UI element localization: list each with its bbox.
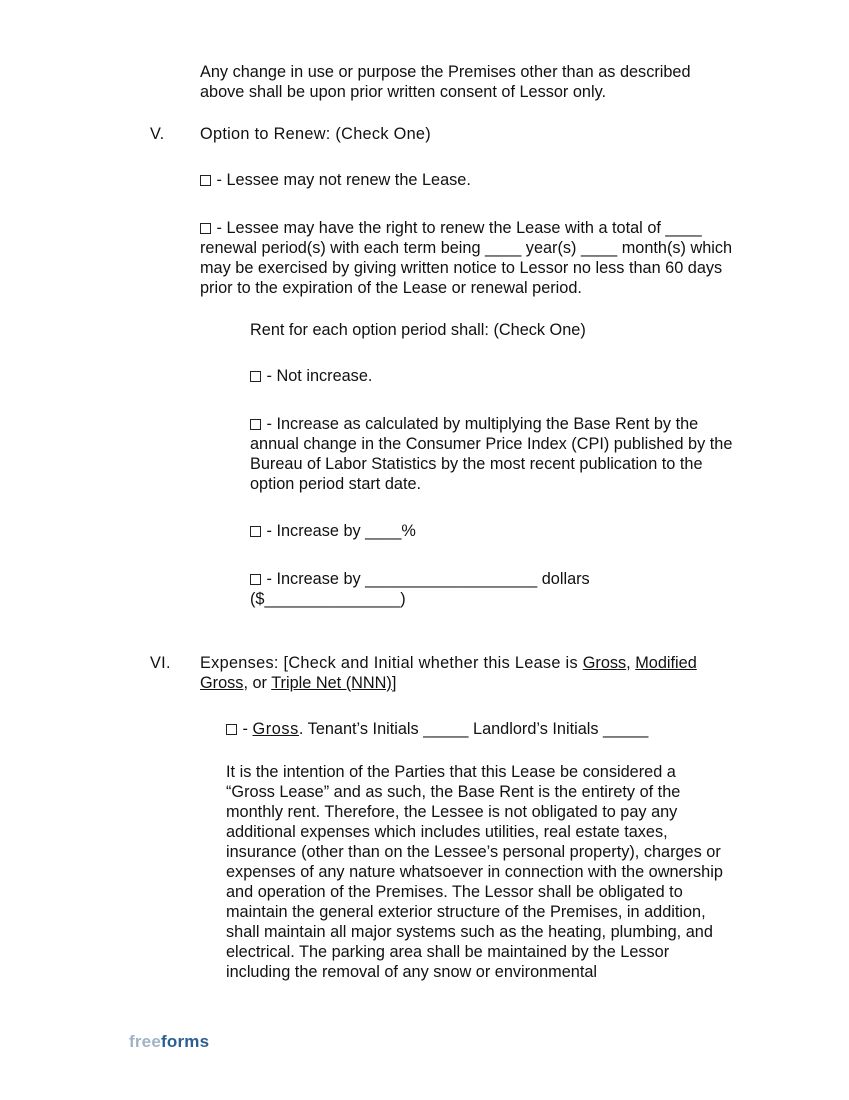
gross-option-label: Gross [252, 720, 299, 738]
section-v-number: V. [150, 125, 165, 143]
freeforms-logo: freeforms [129, 1032, 210, 1051]
rent-opt-dollars-label: - Increase by ___________________ dollars ($_______________) [250, 570, 590, 608]
rent-opt-dollars [250, 569, 610, 609]
option-no-renew-label: - Lessee may not renew the Lease. [216, 171, 471, 189]
link-triple-net: Triple Net (NNN) [271, 674, 392, 692]
rent-title: Rent for each option period shall: (Check One) [250, 321, 586, 339]
rent-opt-not-increase-label: - Not increase. [266, 367, 373, 385]
rent-opt-cpi-label: - Increase as calculated by multiplying the Base Rent by the annual change in the Consumer Price Index (CPI) published by the Bureau of Labor Statistics by the most recent publication to the option period start date. [250, 415, 733, 493]
section-v-title: Option to Renew: (Check One) [200, 125, 432, 143]
checkbox-cpi[interactable] [250, 419, 261, 430]
section-vi-title: Expenses: [Check and Initial whether this Lease is Gross, Modified Gross, or Triple Net (NNN)] [200, 654, 697, 692]
checkbox-gross[interactable] [226, 724, 237, 735]
checkbox-not-increase[interactable] [250, 371, 261, 382]
checkbox-percent[interactable] [250, 526, 261, 537]
checkbox-no-renew[interactable] [200, 175, 211, 186]
rent-opt-percent [250, 521, 735, 541]
gross-lease-text: It is the intention of the Parties that this Lease be considered a “Gross Lease” and as such, the Base Rent is the entirety of the monthly rent. Therefore, the Lessee is not obligated to pay any additional expenses which includes utilities, real estate taxes, insurance (other than on the Lessee’s personal property), charges or expenses of any nature whatsoever in connection with the ownership and operation of the Premises. The Lessor shall be obligated to maintain the general exterior structure of the Premises, in addition, shall maintain all major systems such as the heating, plumbing, and electrical. The parking area shall be maintained by the Lessor including the removal of any snow or environmental [226, 763, 723, 981]
option-no-renew [200, 170, 735, 190]
option-renew [200, 218, 735, 298]
link-gross: Gross [582, 654, 627, 672]
rent-opt-not-increase [250, 366, 735, 386]
checkbox-renew[interactable] [200, 223, 211, 234]
rent-opt-percent-label: - Increase by ____% [266, 522, 416, 540]
section-vi-number: VI. [150, 654, 171, 672]
rent-opt-cpi [250, 414, 735, 494]
link-modified-gross: Modified Gross [200, 654, 697, 692]
para-change-use: Any change in use or purpose the Premises other than as described above shall be upon prior written consent of Lessor only. [200, 63, 691, 101]
gross-initials: . Tenant’s Initials _____ Landlord’s Initials _____ [298, 720, 649, 738]
gross-option: - Gross. Tenant’s Initials _____ Landlord’s Initials _____ [226, 719, 736, 739]
option-renew-label: - Lessee may have the right to renew the Lease with a total of ____ renewal period(s) with each term being ____ year(s) ____ month(s) which may be exercised by giving written notice to Lessor no less than 60 days prior to the expiration of the Lease or renewal period. [200, 219, 733, 297]
checkbox-dollars[interactable] [250, 574, 261, 585]
